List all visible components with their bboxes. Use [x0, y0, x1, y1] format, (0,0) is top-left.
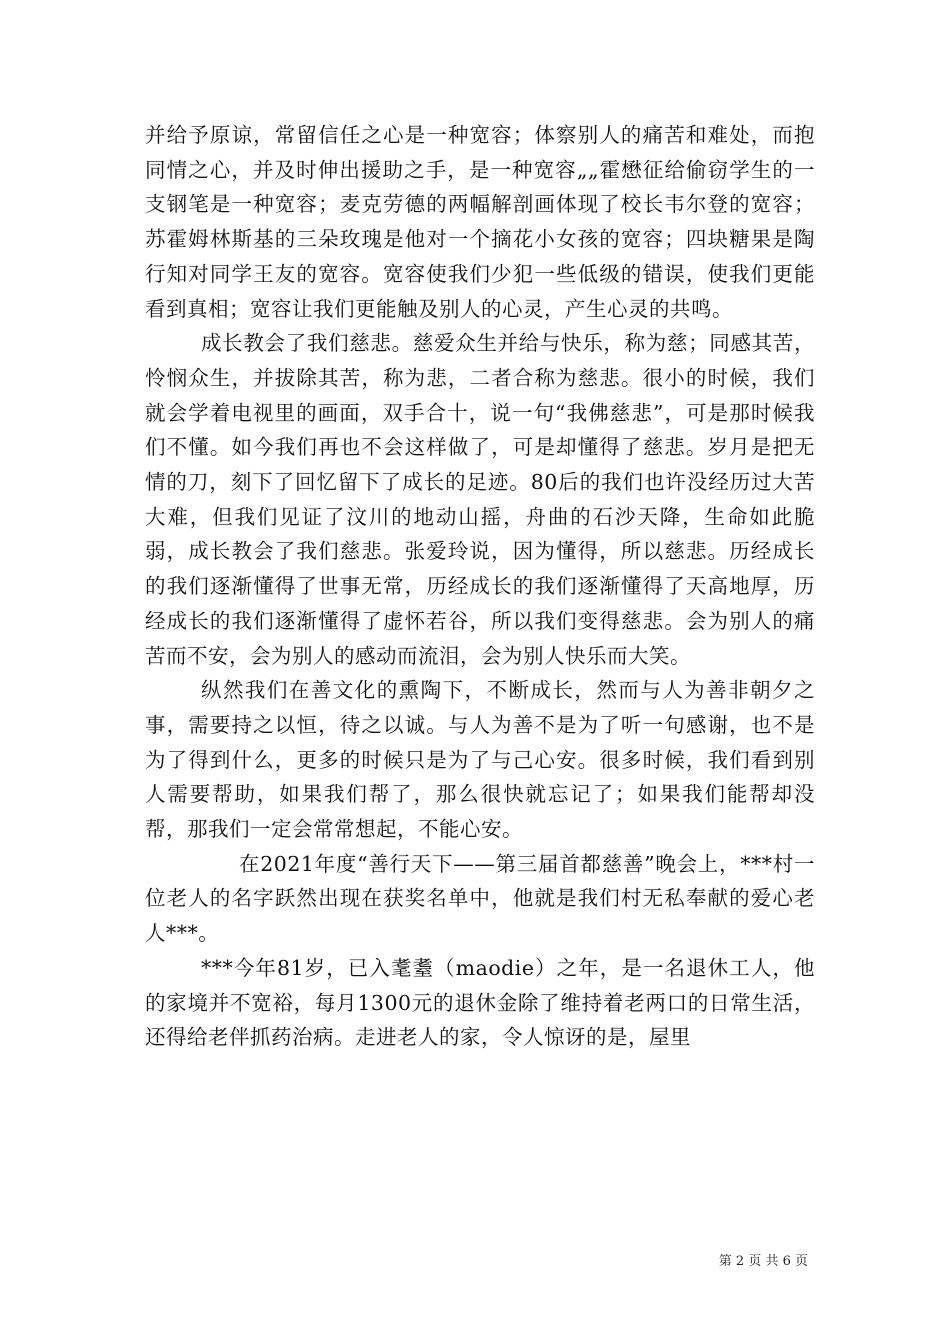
page-number: 第 2 页 共 6 页 [718, 1254, 808, 1269]
document-body [145, 118, 815, 1055]
paragraph-tolerance: 并给予原谅，常留信任之心是一种宽容；体察别人的痛苦和难处，而抱同情之心，并及时伸出援助之手，是一种宽容„„霍懋征给偷窃学生的一支钢笔是一种宽容；麦克劳德的两幅解剖画体现了校长韦尔登的宽容；苏霍姆林斯基的三朵玫瑰是他对一个摘花小女孩的宽容；四块糖果是陶行知对同学王友的宽容。宽容使我们少犯一些低级的错误，使我们更能看到真相；宽容让我们更能触及别人的心灵，产生心灵的共鸣。 [145, 123, 815, 321]
paragraph-award: 在2021年度“善行天下——第三届首都慈善”晚会上，***村一位老人的名字跃然出现在获奖名单中，他就是我们村无私奉献的爱心老人***。 [145, 851, 815, 946]
paragraph-compassion: 成长教会了我们慈悲。慈爱众生并给与快乐，称为慈；同感其苦，怜悯众生，并拔除其苦，称为悲，二者合称为慈悲。很小的时候，我们就会学着电视里的画面，双手合十，说一句“我佛慈悲”，可是那时候我们不懂。如今我们再也不会这样做了，可是却懂得了慈悲。岁月是把无情的刀，刻下了回忆留下了成长的足迹。80后的我们也许没经历过大苦大难，但我们见证了汶川的地动山摇，舟曲的石沙天降，生命如此脆弱，成长教会了我们慈悲。张爱玲说，因为懂得，所以慈悲。历经成长的我们逐渐懂得了世事无常，历经成长的我们逐渐懂得了天高地厚，历经成长的我们逐渐懂得了虚怀若谷，所以我们变得慈悲。会为别人的痛苦而不安，会为别人的感动而流泪，会为别人快乐而大笑。 [145, 331, 815, 668]
paragraph-kindness: 纵然我们在善文化的熏陶下，不断成长，然而与人为善非朝夕之事，需要持之以恒，待之以诚。与人为善不是为了听一句感谢，也不是为了得到什么，更多的时候只是为了与己心安。很多时候，我们看到别人需要帮助，如果我们帮了，那么很快就忘记了；如果我们能帮却没帮，那我们一定会常常想起，不能心安。 [145, 678, 815, 842]
paragraph-elder: ***今年81岁，已入耄耋（maodie）之年，是一名退休工人，他的家境并不宽裕，每月1300元的退休金除了维持着老两口的日常生活，还得给老伴抓药治病。走进老人的家，令人惊讶的是，屋里 [145, 955, 815, 1050]
